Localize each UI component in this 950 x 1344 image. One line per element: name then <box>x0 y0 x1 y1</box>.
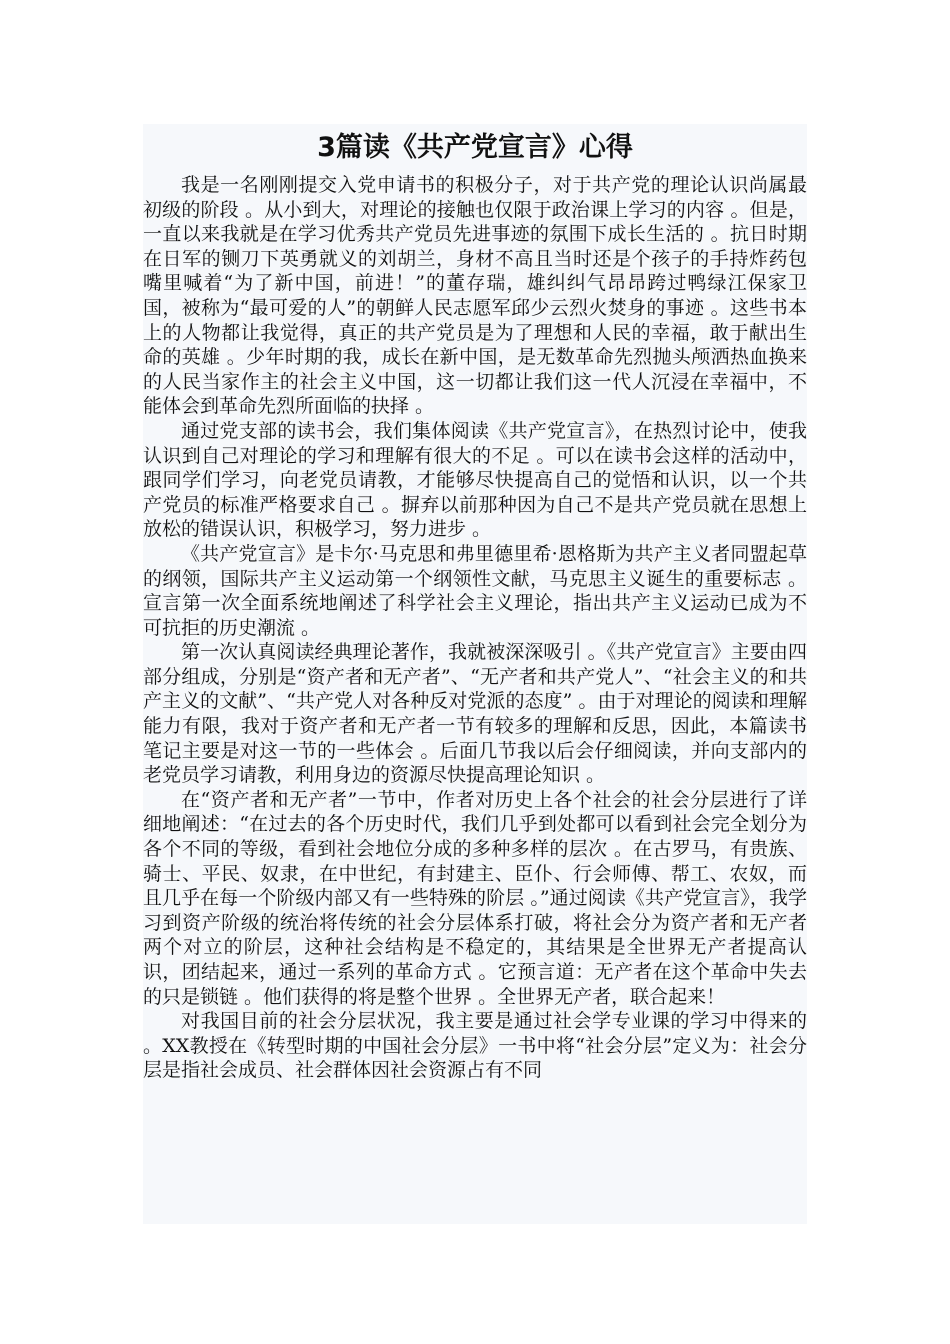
paragraph-2: 通过党支部的读书会，我们集体阅读《共产党宣言》，在热烈讨论中，使我认识到自己对理论的学习和理解有很大的不足 。可以在读书会这样的活动中，跟同学们学习，向老党员请教，才能够尽快提高自己的觉悟和认识，以一个共产党员的标准严格要求自己 。摒弃以前那种因为自己不是共产党员就在思想上放松的错误认识，积极学习，努力进步 。 <box>143 419 807 541</box>
paragraph-6: 对我国目前的社会分层状况，我主要是通过社会学专业课的学习中得来的 。XX教授在《转型时期的中国社会分层》一书中将“社会分层”定义为：社会分层是指社会成员、社会群体因社会资源占有不同 <box>143 1010 807 1082</box>
document-title: 3篇读《共产党宣言》心得 <box>317 132 633 163</box>
paragraph-1: 我是一名刚刚提交入党申请书的积极分子，对于共产党的理论认识尚属最初级的阶段 。从小到大，对理论的接触也仅限于政治课上学习的内容 。但是，一直以来我就是在学习优秀共产党员先进事迹的氛围下成长生活的 。抗日时期在日军的铡刀下英勇就义的刘胡兰，身材不高且当时还是个孩子的手持炸药包嘴里喊着“为了新中国，前进！”的董存瑞，雄纠纠气昂昂跨过鸭绿江保家卫国，被称为“最可爱的人”的朝鲜人民志愿军邱少云烈火焚身的事迹 。这些书本上的人物都让我觉得，真正的共产党员是为了理想和人民的幸福，敢于献出生命的英雄 。少年时期的我，成长在新中国，是无数革命先烈抛头颅洒热血换来的人民当家作主的社会主义中国，这一切都让我们这一代人沉浸在幸福中，不能体会到革命先烈所面临的抉择 。 <box>143 174 807 418</box>
paragraph-4: 第一次认真阅读经典理论著作，我就被深深吸引 。《共产党宣言》主要由四部分组成，分别是“资产者和无产者”、“无产者和共产党人”、“社会主义的和共产主义的文献”、“共产党人对各种反对党派的态度” 。由于对理论的阅读和理解能力有限，我对于资产者和无产者一节有较多的理解和反思，因此，本篇读书笔记主要是对这一节的一些体会 。后面几节我以后会仔细阅读，并向支部内的老党员学习请教，利用身边的资源尽快提高理论知识 。 <box>143 641 807 787</box>
document-body <box>143 173 807 1083</box>
paragraph-3: 《共产党宣言》是卡尔·马克思和弗里德里希·恩格斯为共产主义者同盟起草的纲领，国际共产主义运动第一个纲领性文献，马克思主义诞生的重要标志 。宣言第一次全面系统地阐述了科学社会主义理论，指出共产主义运动已成为不可抗拒的历史潮流 。 <box>143 542 807 639</box>
paragraph-5: 在“资产者和无产者”一节中，作者对历史上各个社会的社会分层进行了详细地阐述：“在过去的各个历史时代，我们几乎到处都可以看到社会完全划分为各个不同的等级，看到社会地位分成的多种多样的层次 。在古罗马，有贵族、骑士、平民、奴隶，在中世纪，有封建主、臣仆、行会师傅、帮工、农奴，而且几乎在每一个阶级内部又有一些特殊的阶层 。”通过阅读《共产党宣言》，我学习到资产阶级的统治将传统的社会分层体系打破，将社会分为资产者和无产者两个对立的阶层，这种社会结构是不稳定的，其结果是全世界无产者提高认识，团结起来，通过一系列的革命方式 。它预言道：无产者在这个革命中失去的只是锁链 。他们获得的将是整个世界 。全世界无产者，联合起来！ <box>143 788 807 1008</box>
